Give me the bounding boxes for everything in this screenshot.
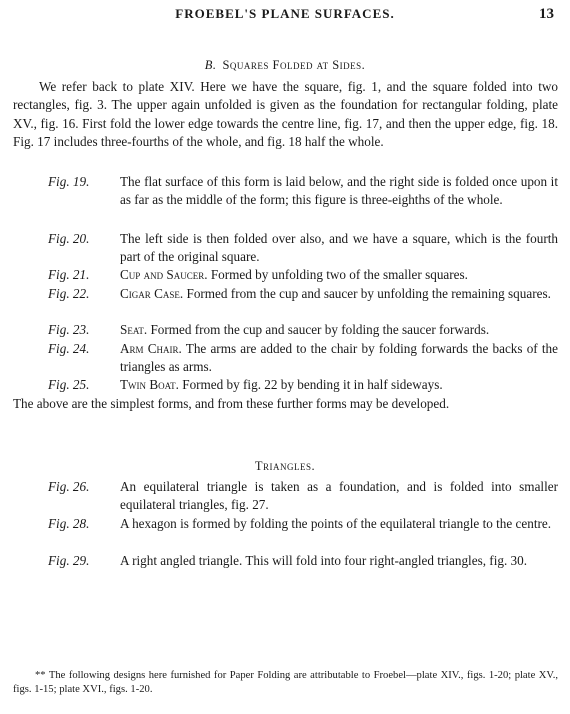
figure-entry-22 <box>48 285 558 303</box>
figure-label: Fig. 20. <box>48 231 90 246</box>
figure-label: Fig. 24. <box>48 341 90 356</box>
figure-name: Seat. <box>120 322 148 337</box>
section-b-letter: B. <box>204 58 217 72</box>
figure-label: Fig. 28. <box>48 516 90 531</box>
figure-label: Fig. 21. <box>48 267 90 282</box>
triangles-title: Triangles. <box>254 459 316 473</box>
figure-entry-23 <box>48 321 558 339</box>
figure-text: Formed by fig. 22 by bending it in half sideways. <box>182 377 443 392</box>
figure-entry-21 <box>48 266 558 284</box>
figure-text-wrap <box>120 376 558 394</box>
figure-text-wrap <box>120 321 558 339</box>
figure-name: Arm Chair. <box>120 341 182 356</box>
figure-text-wrap <box>120 285 558 303</box>
figure-text: The left side is then folded over also, and we have a square, which is the fourth part of the original square. <box>120 231 558 265</box>
figure-text: Formed from the cup and saucer by folding the saucer forwards. <box>150 322 490 337</box>
figure-entry-28 <box>48 515 558 533</box>
figure-text: A hexagon is formed by folding the points of the equilateral triangle to the centre. <box>120 516 552 531</box>
figure-name: Cup and Saucer. <box>120 267 208 282</box>
figure-text: Formed from the cup and saucer by unfolding the remaining squares. <box>186 286 551 301</box>
figure-entry-20 <box>48 230 558 267</box>
section-b-intro: We refer back to plate XIV. Here we have the square, fig. 1, and the square folded into two rectangles, fig. 3. The upper again unfolded is given as the foundation for rectangular folding, plate XV., fig. 16. First fold the lower edge towards the centre line, fig. 17, and then the upper edge, fig. 18. Fig. 17 includes three-fourths of the whole, and fig. 18 half the whole. <box>13 79 558 149</box>
figure-text: A right angled triangle. This will fold into four right-angled triangles, fig. 30. <box>120 553 528 568</box>
figure-label: Fig. 22. <box>48 286 90 301</box>
figure-name: Cigar Case. <box>120 286 184 301</box>
figure-entry-19 <box>48 173 558 210</box>
section-b-closing: The above are the simplest forms, and from these further forms may be developed. <box>13 396 450 411</box>
figure-text-wrap <box>120 340 558 377</box>
figure-label: Fig. 19. <box>48 174 90 189</box>
figure-label: Fig. 25. <box>48 377 90 392</box>
figure-name: Twin Boat. <box>120 377 179 392</box>
figure-text: Formed by unfolding two of the smaller squares. <box>210 267 468 282</box>
section-b-title: Squares Folded at Sides. <box>222 58 366 72</box>
figure-text: An equilateral triangle is taken as a foundation, and is folded into smaller equilateral triangles, fig. 27. <box>120 479 558 513</box>
running-head <box>0 6 570 26</box>
triangles-heading <box>0 459 570 474</box>
figure-text: The flat surface of this form is laid below, and the right side is folded once upon it as far as the middle of the form; this figure is three-eighths of the whole. <box>120 174 558 208</box>
footnote: ** The following designs here furnished for Paper Folding are attributable to Froebel—plate XIV., figs. 1-20; plate XV., figs. 1-15; plate XVI., figs. 1-20. <box>13 670 558 695</box>
figure-label: Fig. 26. <box>48 479 90 494</box>
page-number: 13 <box>539 6 554 22</box>
figure-entry-26 <box>48 478 558 515</box>
figure-entry-25 <box>48 376 558 394</box>
figure-label: Fig. 23. <box>48 322 90 337</box>
running-head-title: FROEBEL'S PLANE SURFACES. <box>175 6 395 21</box>
figure-text: The arms are added to the chair by folding forwards the backs of the triangles as arms. <box>120 341 558 375</box>
figure-text-wrap <box>120 266 558 284</box>
figure-entry-24 <box>48 340 558 377</box>
section-b-heading <box>0 58 570 73</box>
figure-entry-29 <box>48 552 558 570</box>
figure-label: Fig. 29. <box>48 553 90 568</box>
